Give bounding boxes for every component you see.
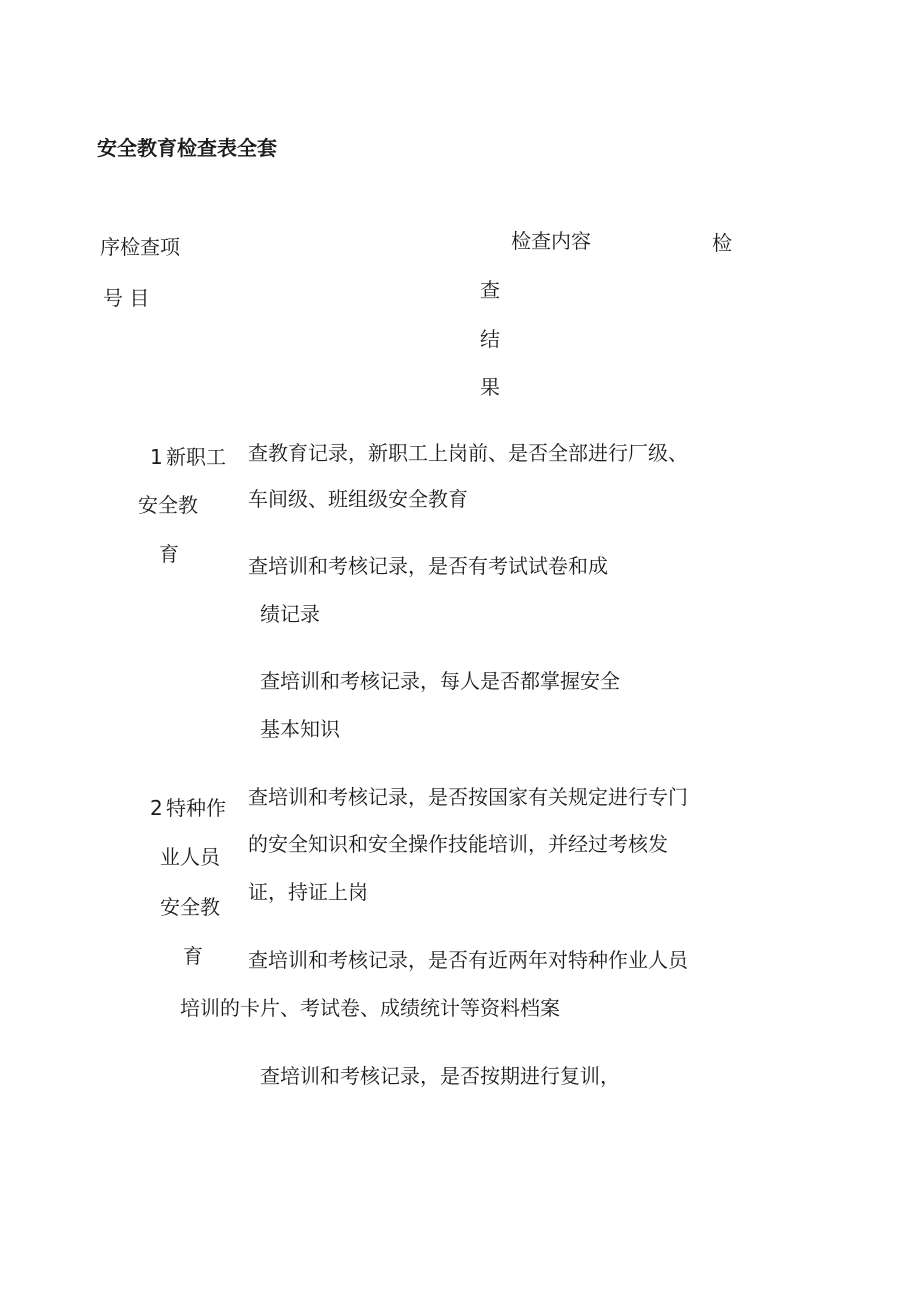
item-1-content-1-line-2: 车间级、班组级安全教育 [248, 487, 468, 511]
item-1-content-3-line-2: 基本知识 [260, 717, 340, 741]
header-result-char-2: 查 [480, 278, 500, 302]
item-1-name-line-2: 安全教 [138, 493, 198, 517]
item-1-name-line-1: 新职工 [166, 445, 226, 469]
item-2-content-1-line-1: 查培训和考核记录，是否按国家有关规定进行专门 [248, 785, 688, 809]
header-result-char-3: 结 [480, 327, 500, 351]
item-2-content-2-line-1: 查培训和考核记录，是否有近两年对特种作业人员 [248, 948, 688, 972]
item-2-name-line-3: 安全教 [160, 895, 220, 919]
item-2-content-3-line-1: 查培训和考核记录，是否按期进行复训， [260, 1064, 620, 1088]
item-2-name-line-2: 业人员 [160, 845, 220, 869]
header-check-content: 检查内容 [511, 229, 591, 253]
item-1-content-1-line-1: 查教育记录，新职工上岗前、是否全部进行厂级、 [248, 441, 688, 465]
item-1-content-2-line-2: 绩记录 [260, 602, 320, 626]
item-2-name-line-4: 育 [183, 944, 203, 968]
item-2-content-1-line-2: 的安全知识和安全操作技能培训，并经过考核发 [248, 832, 668, 856]
document-title: 安全教育检查表全套 [97, 136, 277, 160]
item-2-name-line-1: 特种作 [166, 796, 226, 820]
item-2-content-1-line-3: 证，持证上岗 [248, 880, 368, 904]
item-1-content-2-line-1: 查培训和考核记录，是否有考试试卷和成 [248, 554, 608, 578]
item-1-content-3-line-1: 查培训和考核记录，每人是否都掌握安全 [260, 669, 620, 693]
header-seq-item-second-line: 号 目 [103, 286, 150, 310]
item-2-number: 2 [150, 796, 163, 820]
header-result-char-1: 检 [712, 231, 732, 255]
item-1-name-line-3: 育 [159, 542, 179, 566]
item-1-number: 1 [150, 445, 163, 469]
header-result-char-4: 果 [480, 375, 500, 399]
header-seq-item: 序检查项 [100, 235, 180, 259]
item-2-content-2-line-2: 培训的卡片、考试卷、成绩统计等资料档案 [180, 996, 560, 1020]
